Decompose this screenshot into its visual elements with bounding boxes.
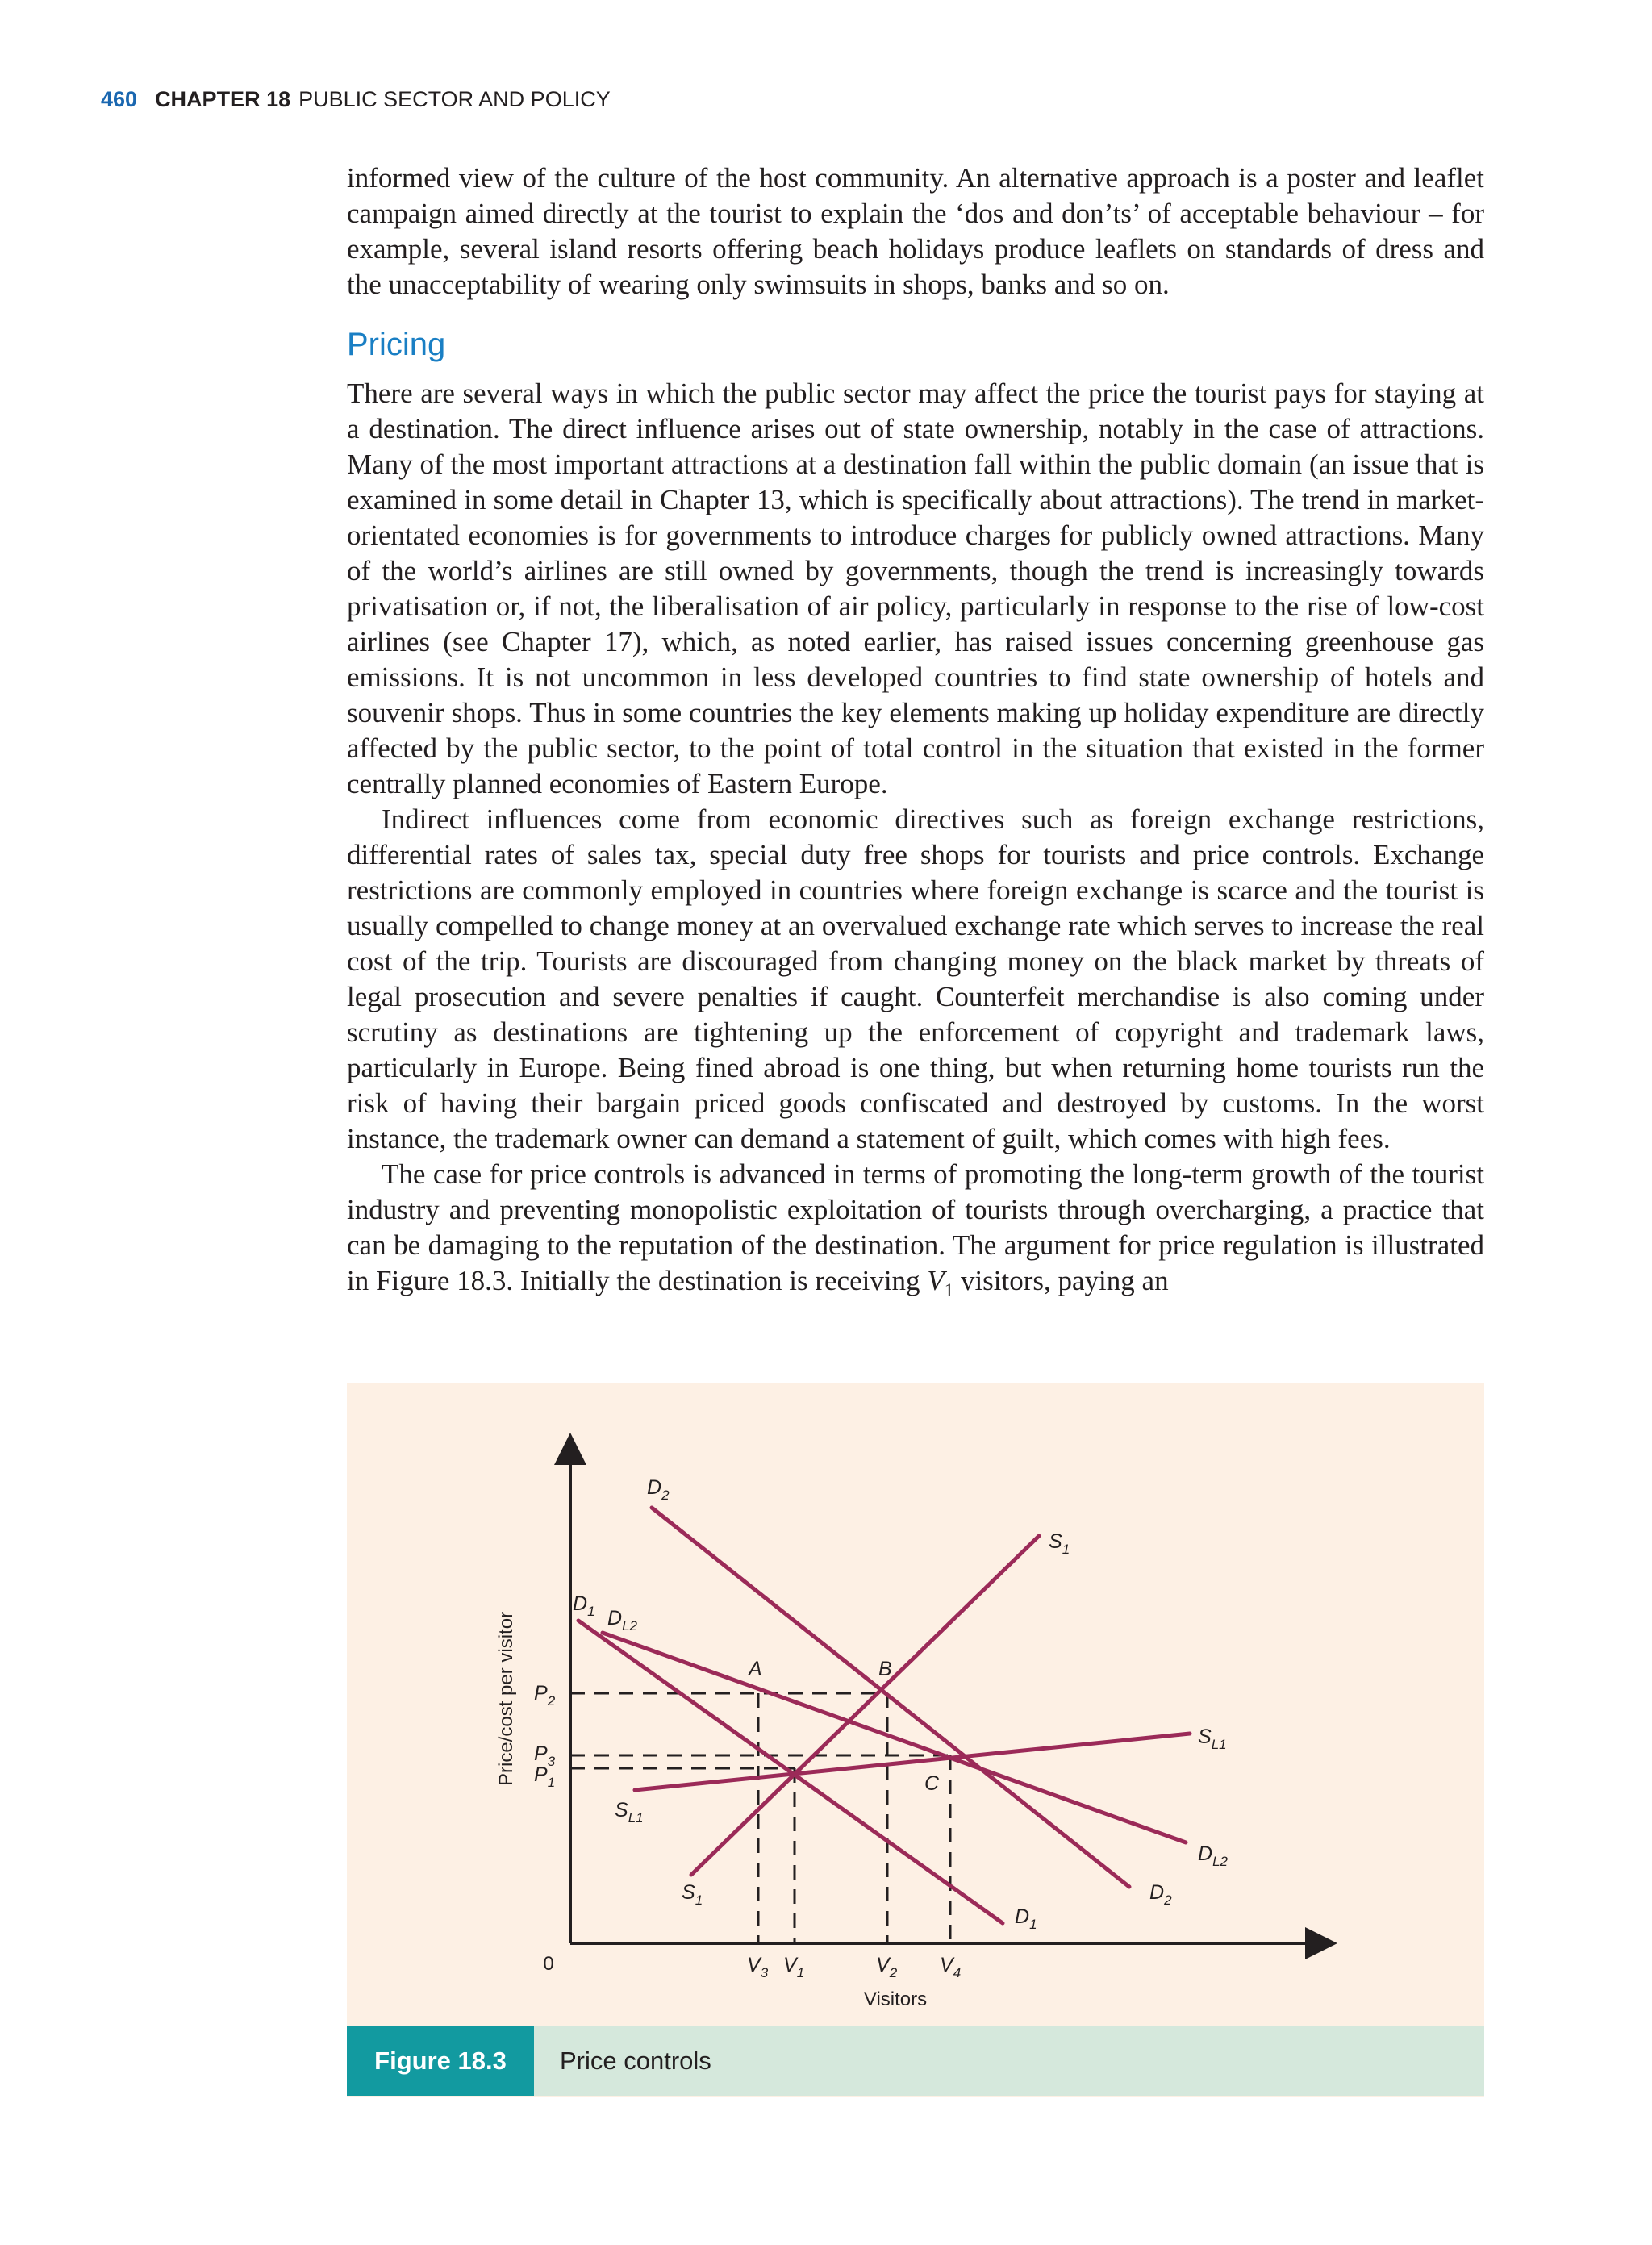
v2-label: $V_2$ <box>876 1954 898 1980</box>
paragraph-3-end: visitors, paying an <box>953 1265 1169 1296</box>
paragraph-2: Indirect influences come from economic directives such as foreign exchange restrictions, differential rates of sales tax, special duty free shops for tourists and price controls. Exchange restrictions are commonly employed in countries where foreign exchange is scarce and the tourist is usually compelled to change money at an overvalued exchange rate which serves to increase the real cost of the trip. Tourists are discouraged from changing money on the black market by threats of legal prosecution and severe penalties if caught. Counterfeit merchandise is also coming under scrutiny as destinations are tightening up the enforcement of copyright and trademark laws, particularly in Europe. Being fined abroad is one thing, but when returning home tourists run the risk of having their bargain priced goods confiscated and destroyed by customs. In the worst instance, the trademark owner can demand a statement of guilt, which comes with high fees. <box>347 803 1484 1154</box>
paragraph-3-text: The case for price controls is advanced in terms of promoting the long-term growth of the tourist industry and preventing monopolistic exploitation of tourists through overcharging, a practice that can be damaging to the reputation of the destination. The argument for price regulation is illustrated in Figure 18.3. Initially the destination is receiving <box>347 1158 1484 1296</box>
point-b-label: B <box>878 1658 892 1680</box>
p2-label: $P_2$ <box>534 1682 556 1709</box>
p1-label: $P_1$ <box>534 1763 556 1790</box>
s1-label-bottom: $S_1$ <box>682 1881 703 1908</box>
v4-label: $V_4$ <box>940 1954 962 1980</box>
dl2-label-top: $D_{L2}$ <box>607 1607 637 1634</box>
sl1-label-bottom: $S_{L1}$ <box>615 1799 644 1826</box>
dl2-curve <box>603 1633 1186 1842</box>
chapter-label: CHAPTER 18 <box>155 87 291 111</box>
d1-curve <box>578 1621 1003 1923</box>
p3-label: $P_3$ <box>534 1742 556 1769</box>
d1-label-top: $D_1$ <box>573 1592 595 1619</box>
v3-label: $V_3$ <box>747 1954 769 1980</box>
paragraph-1: There are several ways in which the public sector may affect the price the tourist pays for staying at a destination. The direct influence arises out of state ownership, notably in the case of attractions. Many of the most important attractions at a destination fall within the public domain (an issue that is examined in some detail in Chapter 13, which is specifically about attractions). The trend in market-orientated economies is for governments to introduce charges for publicly owned attractions. Many of the world’s airlines are still owned by governments, though the trend is increasingly towards privatisation or, if not, the liberalisation of air policy, particularly in response to the rise of low-cost airlines (see Chapter 17), which, as noted earlier, has raised issues concerning greenhouse gas emissions. It is not uncommon in less developed countries to find state ownership of hotels and souvenir shops. Thus in some countries the key elements making up holiday expenditure are directly affected by the public sector, to the point of total control in the situation that existed in the former centrally planned economies of Eastern Europe. <box>347 378 1484 799</box>
main-text <box>347 376 1484 1308</box>
chapter-title: PUBLIC SECTOR AND POLICY <box>298 87 611 111</box>
y-axis-label: Price/cost per visitor <box>495 1611 517 1786</box>
d2-label-bottom: $D_2$ <box>1149 1881 1172 1908</box>
figure-title: Price controls <box>560 2047 711 2075</box>
d2-label-top: $D_2$ <box>647 1476 670 1503</box>
price-controls-diagram <box>347 1383 1484 2097</box>
curve-group <box>578 1508 1190 1923</box>
x-axis-label: Visitors <box>863 1988 928 2010</box>
figure-number: Figure 18.3 <box>347 2026 534 2096</box>
intro-paragraph-block <box>347 161 1484 303</box>
intro-paragraph: informed view of the culture of the host community. An alternative approach is a poster and leaflet campaign aimed directly at the tourist to explain the ‘dos and don’ts’ of acceptable behaviour – for example, several island resorts offering beach holidays produce leaflets on standards of dress and the unacceptability of wearing only swimsuits in shops, banks and so on. <box>347 162 1484 300</box>
figure-caption <box>347 2026 1484 2096</box>
d1-label-bottom: $D_1$ <box>1015 1905 1037 1932</box>
figure-panel <box>347 1383 1484 2097</box>
point-c-label: C <box>924 1772 940 1795</box>
d2-curve <box>652 1508 1129 1887</box>
paragraph-3-sub: 1 <box>944 1280 954 1300</box>
s1-label-top: $S_1$ <box>1049 1530 1070 1557</box>
paragraph-3-var: V <box>927 1265 945 1296</box>
page-number: 460 <box>101 87 138 111</box>
paragraph-3 <box>347 1157 1484 1308</box>
origin-label: 0 <box>543 1953 554 1975</box>
section-heading: Pricing <box>347 327 446 362</box>
sl1-label-right: $S_{L1}$ <box>1198 1725 1227 1752</box>
dl2-label-bottom: $D_{L2}$ <box>1198 1842 1228 1869</box>
v1-label: $V_1$ <box>783 1954 805 1980</box>
running-header <box>101 87 611 112</box>
point-a-label: A <box>749 1658 762 1680</box>
